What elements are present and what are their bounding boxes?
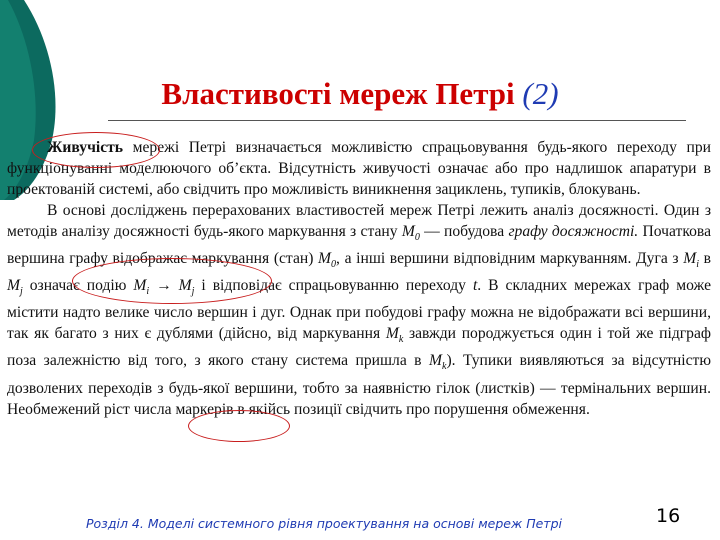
- slide-title: [0, 76, 720, 112]
- title-divider: [108, 120, 686, 121]
- math-mi: $M_i$: [133, 277, 150, 298]
- highlight-circle-reachability-graph: [72, 258, 272, 304]
- paragraph-reachability: В основі досліджень перерахованих властивостей мереж Петрі лежить аналіз досяжності. Один з методів аналізу досяжності будь-якого маркування з стану $M_0$ — побудова графу досяжності. Початкова вершина графу відображає маркування (стан) $M_0$, а інші вершини відповідним маркуванням. Дуга з $M_i$ в $M_j$ означає подію $M_i \to M_j$ і відповідає спрацьовуванню переходу t. В складних мережах граф може містити надто велике число вершин і дуг. Однак при побудові графу можна не відображати всі вершини, так як багато з них є дублями (дійсно, від маркування $M_k$ завжди породжується один і той же підграф поза залежністю від того, з якого стану система пришла в $M_k$). Тупики виявляються за відсутністю дозволених переходів з будь-якої вершини, тобто за наявністю гілок (листків) — термінальних вершин. Необмежений ріст числа маркерів в якійсь позиції свідчить про порушення обмеження.: [7, 202, 712, 418]
- footer-section-label: Розділ 4.: [86, 516, 144, 531]
- math-mi: $M_i$: [683, 250, 699, 271]
- highlight-circle-liveness: [32, 132, 160, 168]
- math-m0: $M_0$: [401, 223, 420, 244]
- highlight-circle-deadlocks: [188, 410, 290, 442]
- title-part-number: (2): [522, 76, 559, 111]
- term-reachability-graph: графу досяжності.: [508, 223, 639, 240]
- math-mk: $M_k$: [385, 325, 404, 346]
- title-main: Властивості мереж Петрі: [161, 76, 515, 111]
- math-m0: $M_0$: [318, 250, 337, 271]
- page-number: 16: [656, 505, 681, 527]
- math-mj: $M_j$: [7, 277, 23, 298]
- footer-text: Моделі системного рівня проектування на основі мереж Петрі: [143, 516, 562, 531]
- math-t: t: [472, 277, 478, 295]
- footer-caption: [86, 516, 562, 531]
- paragraph-liveness: Живучість мережі Петрі визначається можливістю спрацьовування будь-якого переходу при функціонуванні моделюючого об’єкта. Відсутність живучості означає або про надлишок апаратури в проектованій системі, або свідчить про можливість виникнення зациклень, тупиків, блокувань.: [7, 139, 711, 198]
- math-mk: $M_k$: [428, 352, 447, 373]
- math-mj: $M_j$: [178, 277, 195, 298]
- term-liveness: Живучість: [47, 139, 124, 156]
